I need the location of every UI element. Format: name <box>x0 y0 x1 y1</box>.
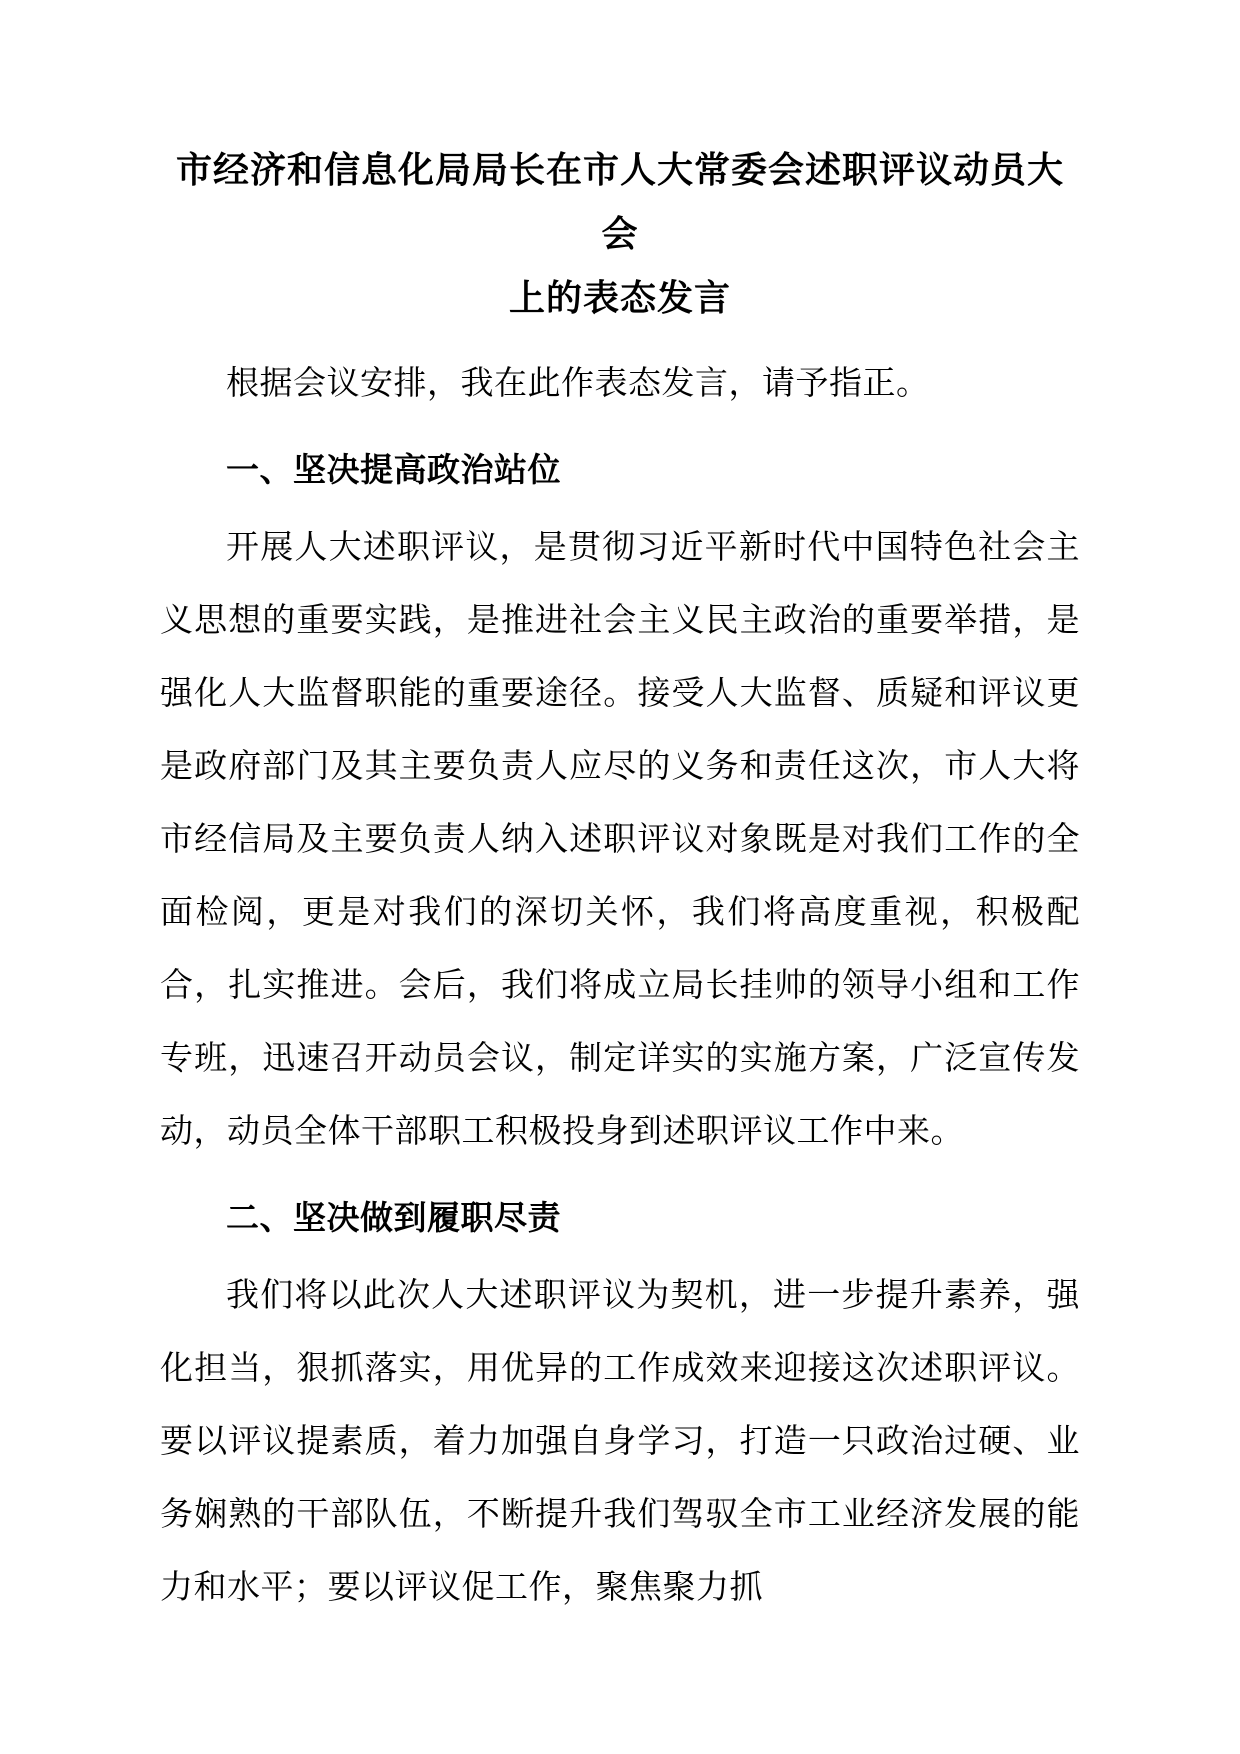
paragraph-intro: 根据会议安排，我在此作表态发言，请予指正。 <box>226 364 930 401</box>
section-heading-2: 二、坚决做到履职尽责 <box>226 1199 561 1236</box>
paragraph-section-2-body: 我们将以此次人大述职评议为契机，进一步提升素养，强化担当，狠抓落实，用优异的工作成效来迎接这次述职评议。要以评议提素质，着力加强自身学习，打造一只政治过硬、业务娴熟的干部队伍，不断提升我们驾驭全市工业经济发展的能力和水平；要以评议促工作，聚焦聚力抓 <box>160 1276 1080 1605</box>
paragraph-section-1-body: 开展人大述职评议，是贯彻习近平新时代中国特色社会主义思想的重要实践，是推进社会主义民主政治的重要举措，是强化人大监督职能的重要途径。接受人大监督、质疑和评议更是政府部门及其主要负责人应尽的义务和责任这次，市人大将市经信局及主要负责人纳入述职评议对象既是对我们工作的全面检阅，更是对我们的深切关怀，我们将高度重视，积极配合，扎实推进。会后，我们将成立局长挂帅的领导小组和工作专班，迅速召开动员会议，制定详实的实施方案，广泛宣传发动，动员全体干部职工积极投身到述职评议工作中来。 <box>160 528 1080 1149</box>
document-title-line-1: 市经济和信息化局局长在市人大常委会述职评议动员大会 <box>175 149 1064 254</box>
document-title <box>160 138 1080 330</box>
section-heading-1: 一、坚决提高政治站位 <box>226 451 561 488</box>
document-title-line-2: 上的表态发言 <box>508 277 731 318</box>
